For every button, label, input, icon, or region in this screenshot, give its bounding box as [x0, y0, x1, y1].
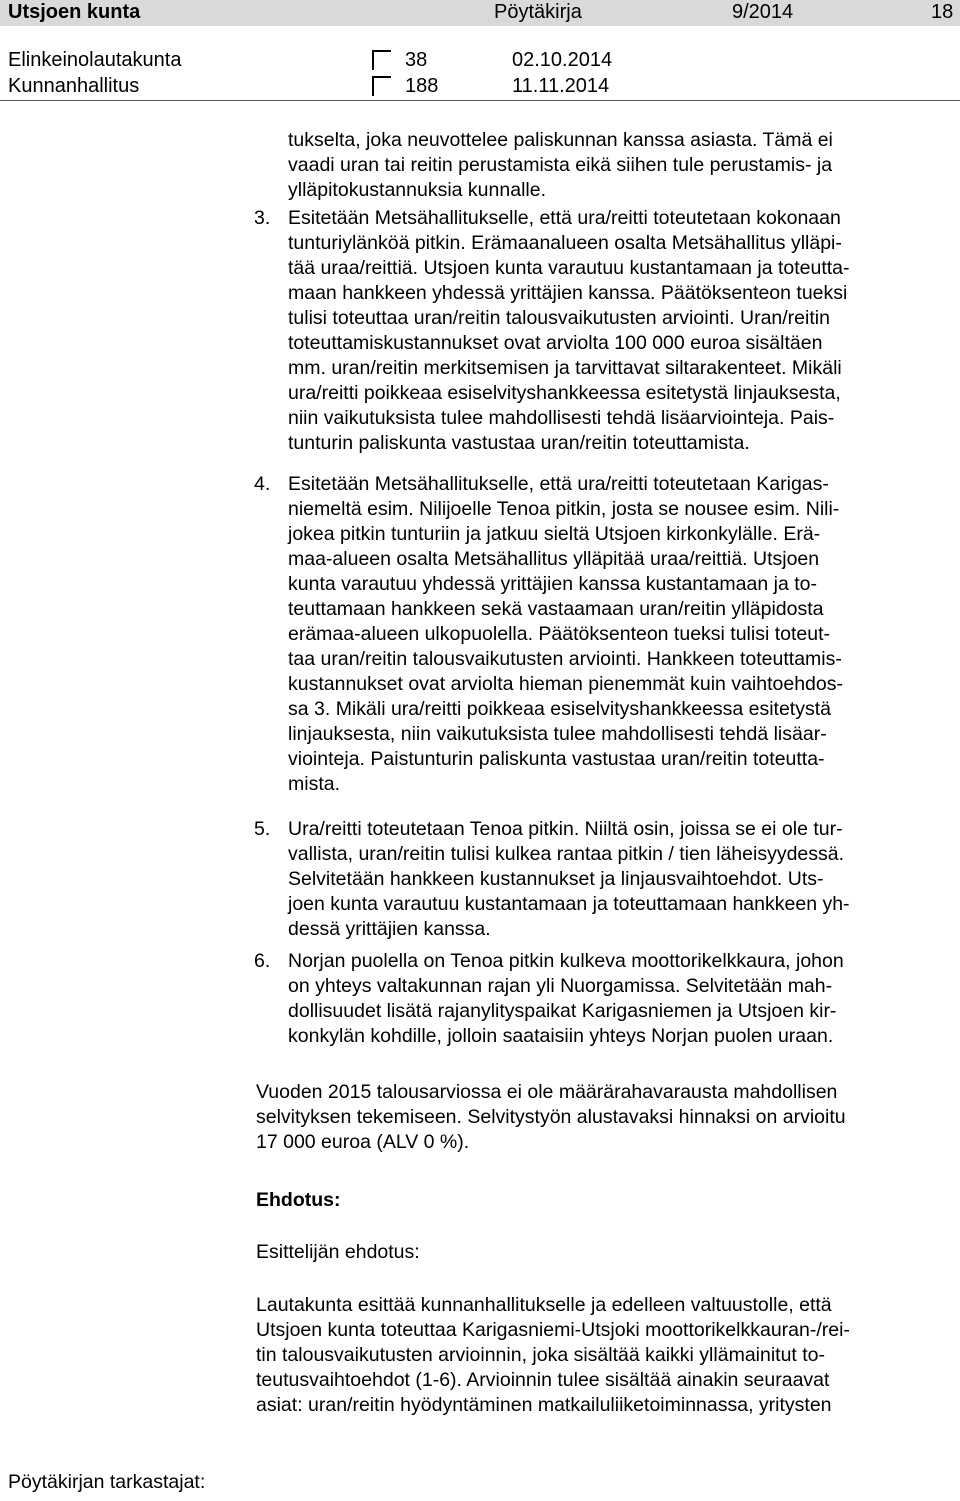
text-line: jokea pitkin tunturiin ja jatkuu sieltä Utsjoen kirkonkylälle. Erä- [288, 523, 821, 545]
text-line: ura/reitti poikkeaa esiselvityshankkeessa esitetystä linjauksesta, [288, 382, 841, 404]
section-number: 188 [405, 75, 439, 97]
text-line: 17 000 euroa (ALV 0 %). [256, 1131, 470, 1153]
document-type: Pöytäkirja [494, 1, 582, 23]
budget-paragraph [256, 1080, 956, 1155]
text-line: mista. [288, 773, 341, 795]
presenter-heading: Esittelijän ehdotus: [256, 1241, 420, 1263]
proposal-paragraph [256, 1293, 956, 1418]
municipality-title: Utsjoen kunta [8, 1, 141, 23]
text-line: selvityksen tekemiseen. Selvitystyön alustavaksi hinnaksi on arvioitu [256, 1106, 846, 1128]
section-icon [372, 76, 396, 96]
text-line: tunturiylänköä pitkin. Erämaanalueen osalta Metsähallitus ylläpi- [288, 232, 842, 254]
text-line: Utsjoen kunta toteuttaa Karigasniemi-Utsjoki moottorikelkkauran-/rei- [256, 1319, 850, 1341]
body-name: Kunnanhallitus [8, 75, 140, 97]
text-line: toteuttamiskustannukset ovat arviolta 100 000 euroa sisältäen [288, 332, 823, 354]
item-number: 6. [254, 950, 271, 972]
section-number: 38 [405, 49, 428, 71]
text-line: niin vaikutuksista tulee mahdollisesti tehdä lisäarviointeja. Pais- [288, 407, 835, 429]
text-line: erämaa-alueen ulkopuolella. Päätöksenteon tueksi tulisi toteut- [288, 623, 831, 645]
text-line: tunturin paliskunta vastustaa uran/reitin toteuttamista. [288, 432, 750, 454]
text-line: Esitetään Metsähallitukselle, että ura/reitti toteutetaan Karigas- [288, 473, 829, 495]
meeting-date: 02.10.2014 [512, 49, 613, 71]
list-item [288, 206, 960, 456]
header-divider [0, 100, 960, 101]
text-line: vaadi uran tai reitin perustamista eikä siihen tule perustamis- ja [288, 154, 833, 176]
text-line: teutusvaihtoehdot (1-6). Arvioinnin tulee sisältää ainakin seuraavat [256, 1369, 830, 1391]
text-line: ylläpitokustannuksia kunnalle. [288, 179, 546, 201]
intro-paragraph [288, 128, 960, 203]
text-line: taa uran/reitin talousvaikutusten arviointi. Hankkeen toteuttamis- [288, 648, 842, 670]
text-line: linjauksesta, niin vaikutuksista tulee mahdollisesti tehdä lisäar- [288, 723, 827, 745]
text-line: kustannukset ovat arviolta hieman pienemmät kuin vaihtoehdos- [288, 673, 843, 695]
text-line: maa-alueen osalta Metsähallitus ylläpitää uraa/reittiä. Utsjoen [288, 548, 820, 570]
text-line: joen kunta varautuu kustantamaan ja toteuttamaan hankkeen yh- [288, 893, 850, 915]
text-line: kunta varautuu yhdessä yrittäjien kanssa kustantamaan ja to- [288, 573, 817, 595]
text-line: sa 3. Mikäli ura/reitti poikkeaa esiselvityshankkeessa esitetystä [288, 698, 831, 720]
list-item [288, 472, 960, 797]
document-number: 9/2014 [732, 1, 794, 23]
footer-signatories-label: Pöytäkirjan tarkastajat: [8, 1471, 206, 1493]
text-line: mm. uran/reitin merkitsemisen ja tarvittavat siltarakenteet. Mikäli [288, 357, 842, 379]
text-line: Vuoden 2015 talousarviossa ei ole määrärahavarausta mahdollisen [256, 1081, 838, 1103]
text-line: Norjan puolella on Tenoa pitkin kulkeva moottorikelkkaura, johon [288, 950, 844, 972]
text-line: asiat: uran/reitin hyödyntäminen matkailuliiketoiminnassa, yritysten [256, 1394, 832, 1416]
text-line: tulisi toteuttaa uran/reitin talousvaikutusten arviointi. Uran/reitin [288, 307, 830, 329]
text-line: viointeja. Paistunturin paliskunta vastustaa uran/reitin toteutta- [288, 748, 825, 770]
text-line: konkylän kohdille, jolloin saataisiin yhteys Norjan puolen uraan. [288, 1025, 834, 1047]
list-item [288, 949, 960, 1049]
text-line: dessä yrittäjien kanssa. [288, 918, 491, 940]
text-line: teuttamaan hankkeen sekä vastaamaan uran/reitin ylläpidosta [288, 598, 824, 620]
text-line: Ura/reitti toteutetaan Tenoa pitkin. Niiltä osin, joissa se ei ole tur- [288, 818, 843, 840]
text-line: maan hankkeen yhdessä yrittäjien kanssa. Päätöksenteon tueksi [288, 282, 848, 304]
list-item [288, 817, 960, 942]
text-line: dollisuudet lisätä rajanylityspaikat Karigasniemen ja Utsjoen kir- [288, 1000, 837, 1022]
proposal-heading: Ehdotus: [256, 1189, 341, 1211]
text-line: tää uraa/reittiä. Utsjoen kunta varautuu kustantamaan ja toteutta- [288, 257, 850, 279]
text-line: tin talousvaikutusten arvioinnin, joka sisältää kaikki yllämainitut to- [256, 1344, 826, 1366]
page-number: 18 [931, 1, 954, 23]
text-line: tukselta, joka neuvottelee paliskunnan kanssa asiasta. Tämä ei [288, 129, 833, 151]
header-bar [0, 0, 960, 26]
text-line: Esitetään Metsähallitukselle, että ura/reitti toteutetaan kokonaan [288, 207, 841, 229]
section-icon [372, 50, 396, 70]
meeting-date: 11.11.2014 [512, 75, 610, 97]
item-number: 4. [254, 473, 271, 495]
body-name: Elinkeinolautakunta [8, 49, 182, 71]
text-line: on yhteys valtakunnan rajan yli Nuorgamissa. Selvitetään mah- [288, 975, 833, 997]
item-number: 3. [254, 207, 271, 229]
text-line: vallista, uran/reitin tulisi kulkea rantaa pitkin / tien läheisyydessä. [288, 843, 845, 865]
text-line: Selvitetään hankkeen kustannukset ja linjausvaihtoehdot. Uts- [288, 868, 824, 890]
text-line: niemeltä esim. Nilijoelle Tenoa pitkin, josta se nousee esim. Nili- [288, 498, 840, 520]
text-line: Lautakunta esittää kunnanhallitukselle ja edelleen valtuustolle, että [256, 1294, 832, 1316]
item-number: 5. [254, 818, 271, 840]
